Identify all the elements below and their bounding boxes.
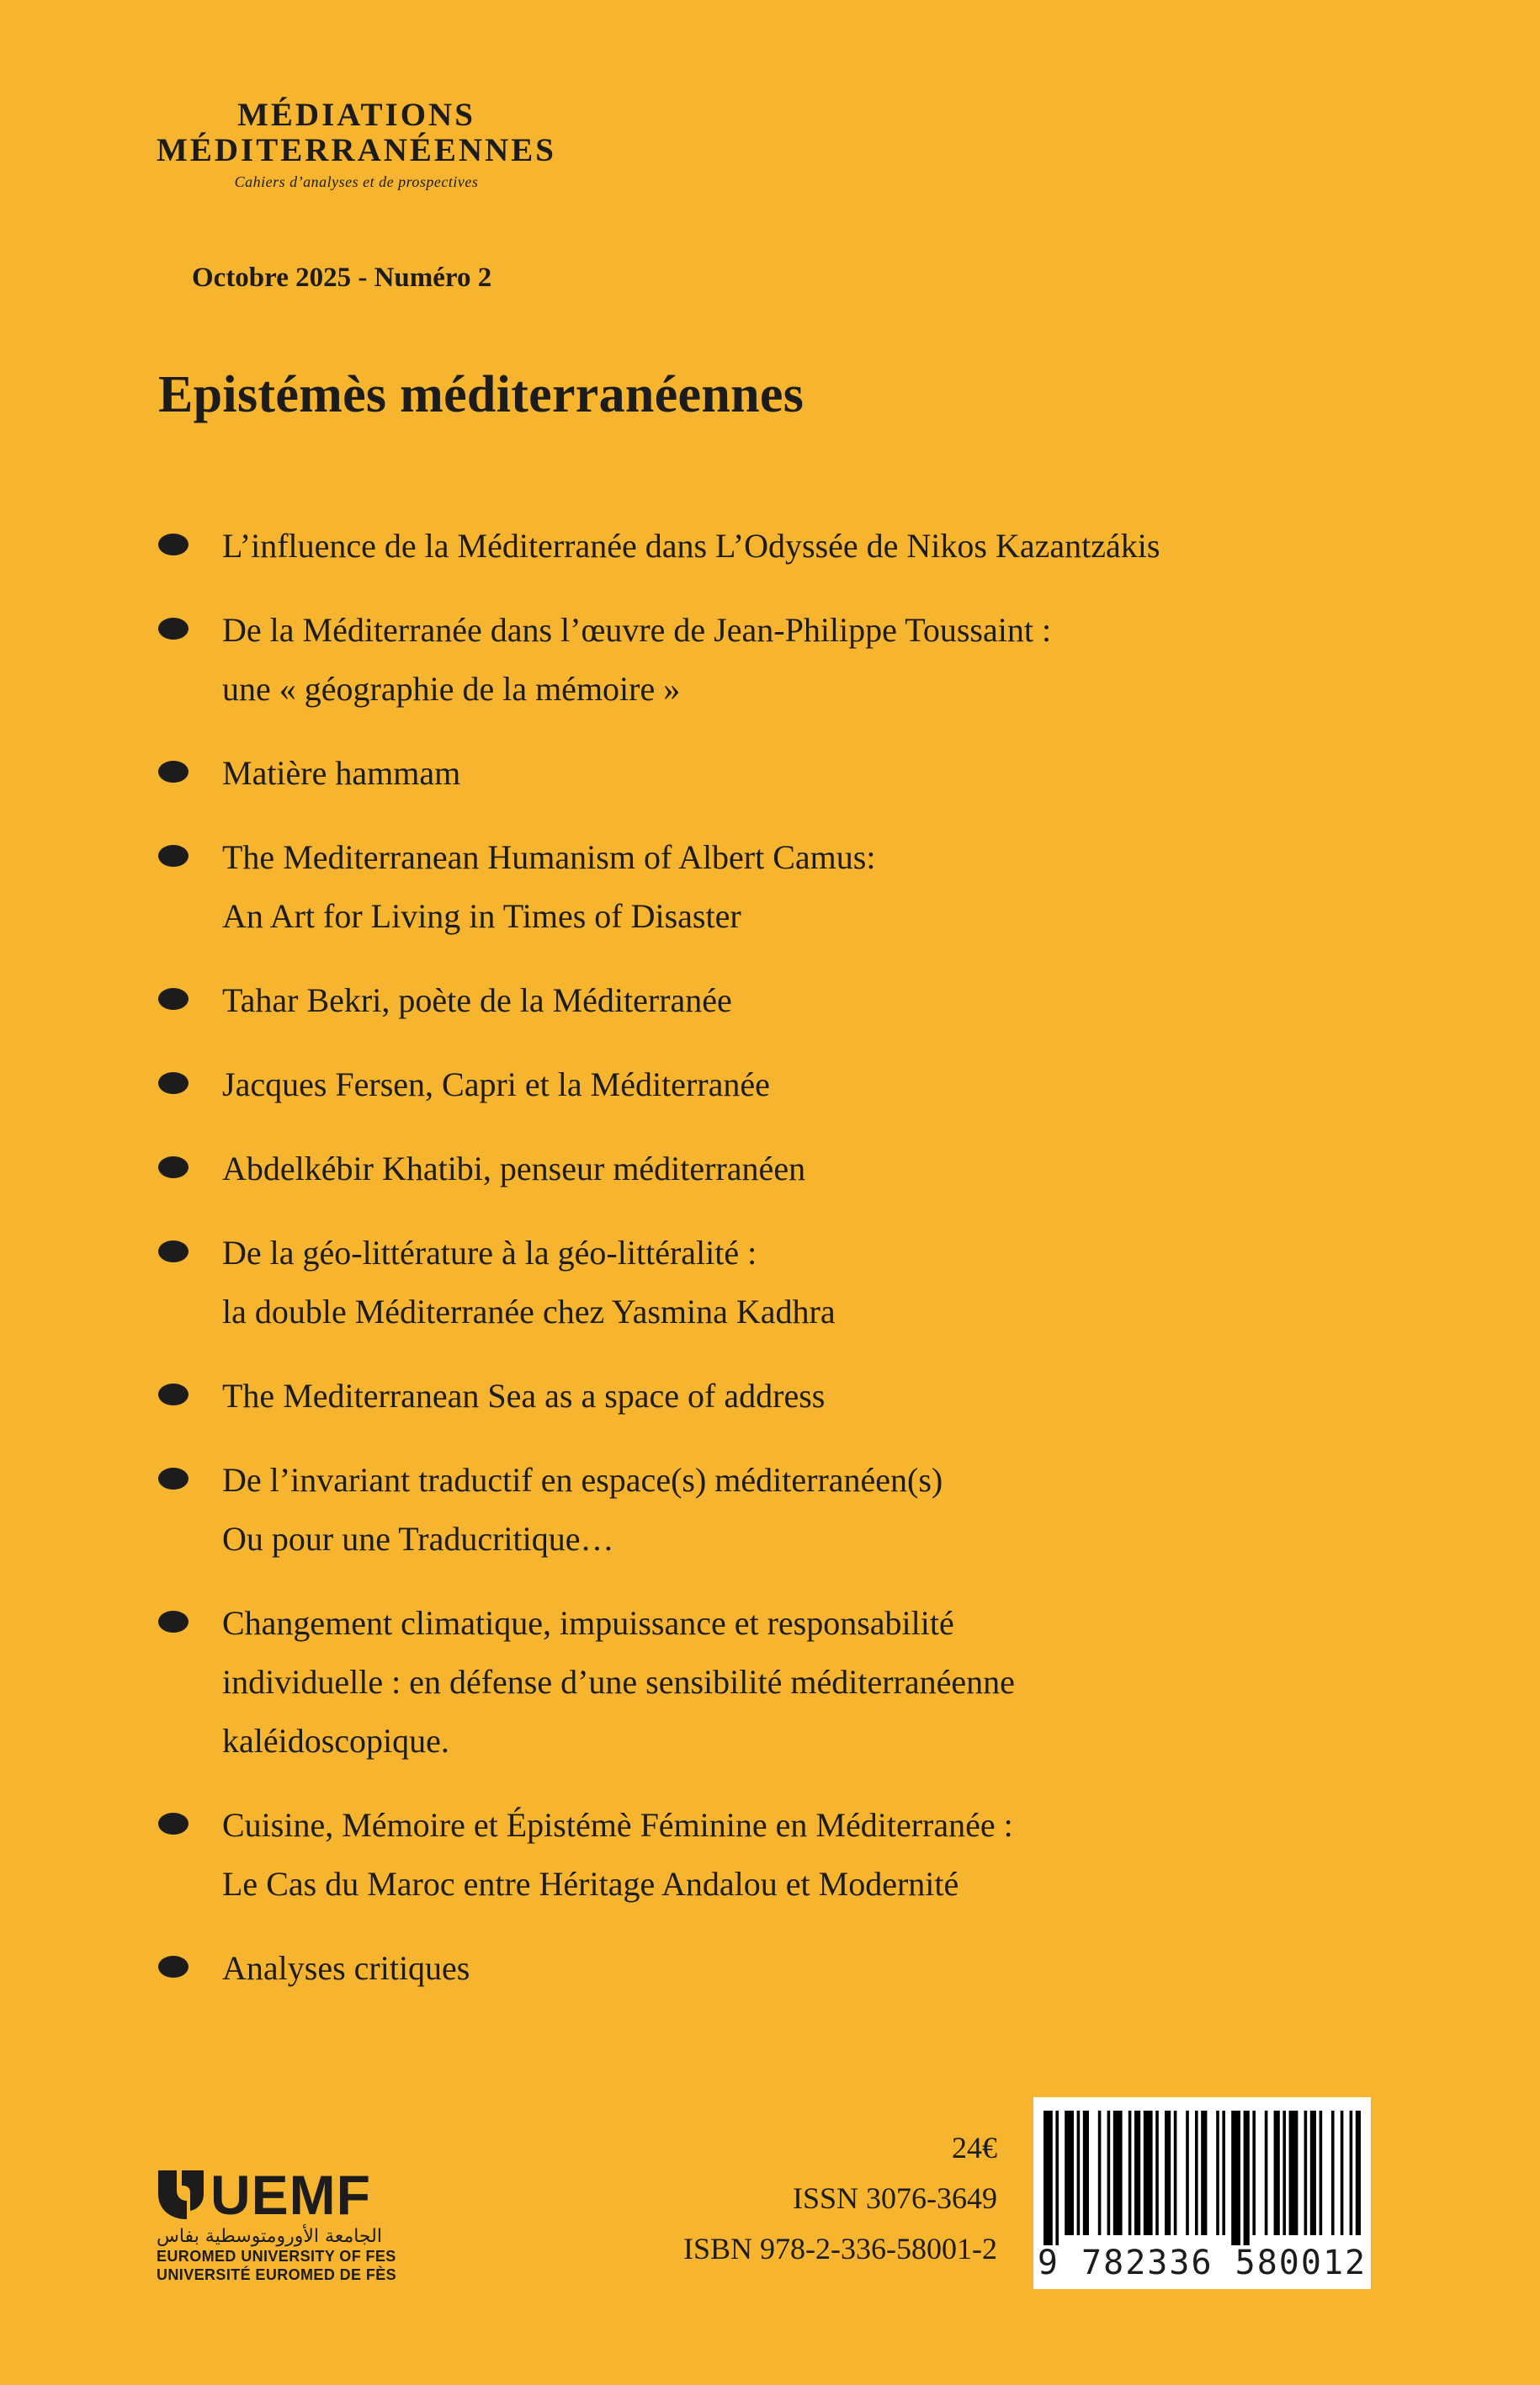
toc-item-text bbox=[222, 1139, 805, 1198]
barcode-bar bbox=[1274, 2111, 1280, 2235]
toc-line: Le Cas du Maroc entre Héritage Andalou et Modernité bbox=[222, 1865, 959, 1903]
bullet-icon bbox=[158, 1072, 189, 1094]
barcode-bar bbox=[1222, 2111, 1225, 2235]
toc-item-text bbox=[222, 1594, 1015, 1771]
barcode-bar bbox=[1310, 2111, 1316, 2235]
barcode-bar bbox=[1043, 2111, 1053, 2245]
toc-item bbox=[158, 828, 1353, 946]
barcode-bar bbox=[1055, 2111, 1059, 2245]
isbn-barcode bbox=[1033, 2097, 1371, 2289]
toc-line: la double Méditerranée chez Yasmina Kadhra bbox=[222, 1293, 836, 1331]
barcode-bar bbox=[1155, 2111, 1159, 2235]
toc-item bbox=[158, 971, 1353, 1030]
toc-line: Jacques Fersen, Capri et la Méditerranée bbox=[222, 1065, 770, 1103]
toc-item-text bbox=[222, 1367, 825, 1426]
barcode-bar bbox=[1186, 2111, 1189, 2235]
barcode-bar bbox=[1282, 2111, 1286, 2235]
barcode-bar bbox=[1098, 2111, 1102, 2235]
publisher-english-name: EUROMED UNIVERSITY OF FES bbox=[157, 2248, 396, 2265]
isbn: ISBN 978-2-336-58001-2 bbox=[683, 2232, 997, 2265]
publication-info bbox=[683, 2122, 997, 2274]
toc-item bbox=[158, 1796, 1353, 1914]
masthead-subtitle: Cahiers d’analyses et de prospectives bbox=[234, 173, 479, 190]
barcode-bar bbox=[1195, 2111, 1198, 2235]
toc-item-text bbox=[222, 1939, 470, 1998]
toc-line: Cuisine, Mémoire et Épistémè Féminine en Méditerranée : bbox=[222, 1806, 1013, 1844]
toc-line: Matière hammam bbox=[222, 754, 461, 792]
toc-item-text bbox=[222, 1055, 770, 1114]
toc-line: kaléidoscopique. bbox=[222, 1722, 449, 1760]
bullet-icon bbox=[158, 1611, 189, 1633]
toc-line: une « géographie de la mémoire » bbox=[222, 670, 681, 708]
toc-item bbox=[158, 601, 1353, 719]
toc-line: Tahar Bekri, poète de la Méditerranée bbox=[222, 981, 732, 1019]
publisher-french-name: UNIVERSITÉ EUROMED DE FÈS bbox=[157, 2266, 397, 2283]
toc-line: L’influence de la Méditerranée dans L’Odyssée de Nikos Kazantzákis bbox=[222, 527, 1160, 565]
publisher-logo-text: UEMF bbox=[210, 2164, 371, 2226]
barcode-bar bbox=[1231, 2111, 1240, 2245]
bullet-icon bbox=[158, 761, 189, 783]
bullet-icon bbox=[158, 1384, 189, 1405]
toc-line: De l’invariant traductif en espace(s) méditerranéen(s) bbox=[222, 1461, 943, 1499]
barcode-bar bbox=[1165, 2111, 1171, 2235]
bullet-icon bbox=[158, 1956, 189, 1978]
masthead-line-1: MÉDIATIONS bbox=[237, 97, 475, 133]
barcode-bar bbox=[1320, 2111, 1323, 2235]
barcode-bar bbox=[1083, 2111, 1089, 2235]
toc-item bbox=[158, 1139, 1353, 1198]
barcode-bar bbox=[1331, 2111, 1335, 2235]
toc-line: The Mediterranean Sea as a space of address bbox=[222, 1377, 826, 1415]
barcode-bar bbox=[1356, 2111, 1361, 2235]
barcode-bar bbox=[1252, 2111, 1256, 2235]
barcode-bar bbox=[1201, 2111, 1207, 2235]
page-title: Epistémès méditerranéennes bbox=[158, 366, 805, 423]
toc-item-text bbox=[222, 517, 1160, 576]
uemf-emblem-icon bbox=[157, 2169, 205, 2221]
toc-item bbox=[158, 1594, 1353, 1771]
bullet-icon bbox=[158, 1156, 189, 1178]
toc-item bbox=[158, 1451, 1353, 1569]
toc-item-text bbox=[222, 1796, 1013, 1914]
bullet-icon bbox=[158, 1468, 189, 1490]
barcode-bar bbox=[1350, 2111, 1353, 2235]
toc-item bbox=[158, 517, 1353, 576]
bullet-icon bbox=[158, 1813, 189, 1835]
bullet-icon bbox=[158, 1240, 189, 1262]
toc-line: Ou pour une Traducritique… bbox=[222, 1520, 614, 1558]
toc-item bbox=[158, 1367, 1353, 1426]
barcode-bar bbox=[1304, 2111, 1308, 2235]
toc-line: An Art for Living in Times of Disaster bbox=[222, 897, 741, 935]
barcode-bar bbox=[1174, 2111, 1177, 2235]
toc-line: individuelle : en défense d’une sensibilité méditerranéenne bbox=[222, 1663, 1015, 1701]
barcode-digits: 9 782336 580012 bbox=[1037, 2244, 1367, 2282]
toc-line: Analyses critiques bbox=[222, 1949, 470, 1987]
bullet-icon bbox=[158, 534, 189, 555]
barcode-bar bbox=[1244, 2111, 1250, 2245]
barcode-bar bbox=[1289, 2111, 1298, 2235]
barcode-bar bbox=[1265, 2111, 1268, 2235]
toc-item bbox=[158, 744, 1353, 803]
masthead bbox=[157, 98, 556, 191]
toc-item-text bbox=[222, 828, 875, 946]
toc-item-text bbox=[222, 601, 1051, 719]
masthead-line-2: MÉDITERRANÉENNES bbox=[157, 132, 556, 168]
publisher-logo bbox=[157, 2164, 409, 2284]
bullet-icon bbox=[158, 618, 189, 640]
barcode-bar bbox=[1107, 2111, 1111, 2235]
toc-item bbox=[158, 1939, 1353, 1998]
table-of-contents bbox=[158, 517, 1353, 2023]
issue-date: Octobre 2025 - Numéro 2 bbox=[192, 263, 492, 293]
barcode-bar bbox=[1341, 2111, 1344, 2235]
toc-item-text bbox=[222, 971, 732, 1030]
barcode-bar bbox=[1128, 2111, 1132, 2235]
toc-item bbox=[158, 1224, 1353, 1341]
toc-item-text bbox=[222, 1224, 836, 1341]
toc-line: De la Méditerranée dans l’œuvre de Jean-Philippe Toussaint : bbox=[222, 611, 1052, 649]
bullet-icon bbox=[158, 845, 189, 867]
publisher-arabic-name: الجامعة الأورومتوسطية بفاس bbox=[157, 2226, 382, 2247]
barcode-bar bbox=[1144, 2111, 1153, 2235]
toc-line: Abdelkébir Khatibi, penseur méditerranéen bbox=[222, 1150, 806, 1187]
toc-line: De la géo-littérature à la géo-littéralité : bbox=[222, 1234, 757, 1272]
issn: ISSN 3076-3649 bbox=[792, 2181, 997, 2215]
toc-line: The Mediterranean Humanism of Albert Camus: bbox=[222, 838, 876, 876]
barcode-bar bbox=[1113, 2111, 1123, 2235]
barcode-bar bbox=[1077, 2111, 1081, 2235]
toc-item-text bbox=[222, 1451, 943, 1569]
price: 24€ bbox=[952, 2131, 997, 2165]
barcode-bar bbox=[1216, 2111, 1219, 2235]
toc-line: Changement climatique, impuissance et responsabilité bbox=[222, 1604, 954, 1642]
toc-item-text bbox=[222, 744, 460, 803]
bullet-icon bbox=[158, 988, 189, 1010]
toc-item bbox=[158, 1055, 1353, 1114]
barcode-bar bbox=[1134, 2111, 1140, 2235]
barcode-bar bbox=[1065, 2111, 1074, 2235]
barcode-bars bbox=[1043, 2111, 1361, 2245]
